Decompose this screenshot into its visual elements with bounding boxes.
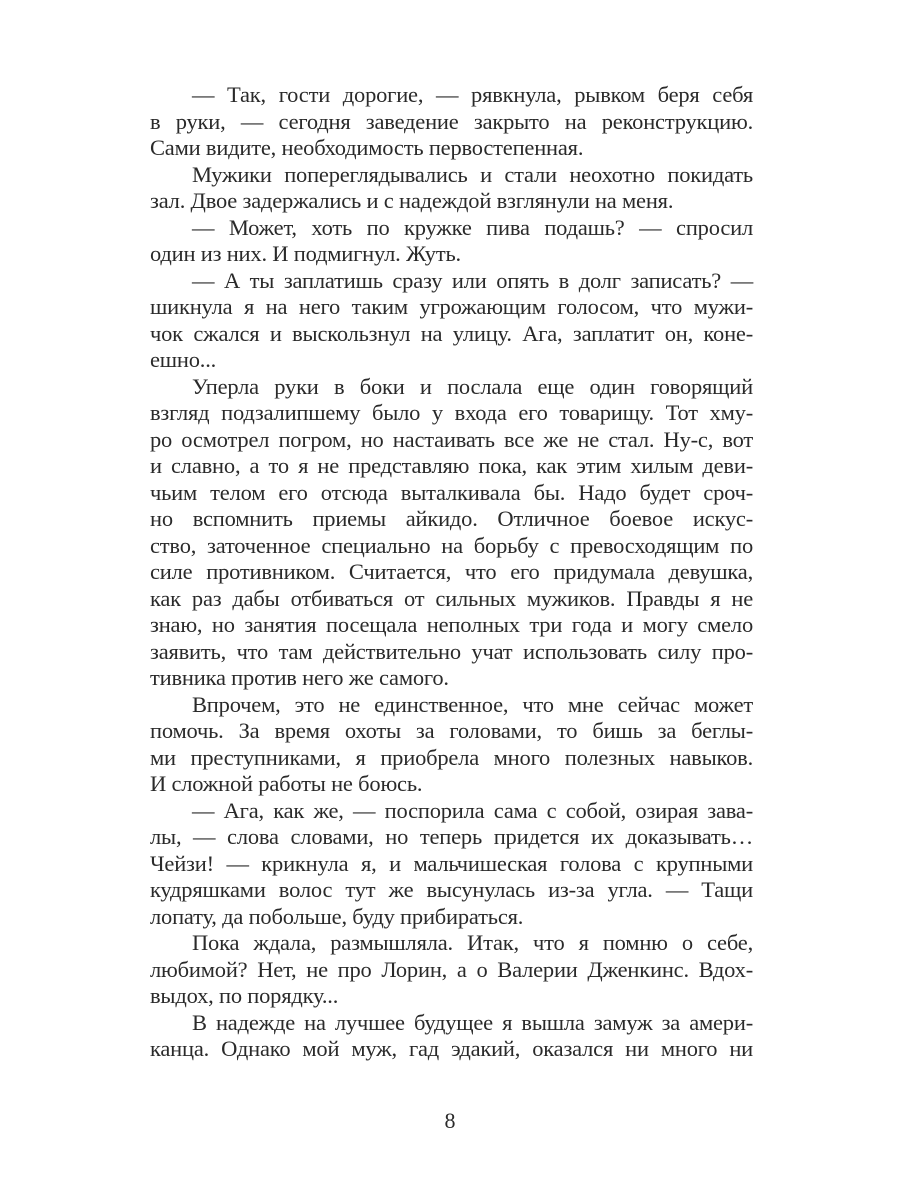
- page-body-text: [150, 82, 753, 1063]
- text-line: чьим телом его отсюда выталкивала бы. Надо будет сроч-: [150, 479, 753, 505]
- text-line: и славно, а то я не представляю пока, как этим хилым деви-: [150, 453, 753, 478]
- text-line: знаю, но занятия посещала неполных три года и могу смело: [150, 612, 753, 637]
- text-line: ство, заточенное специально на борьбу с превосходящим по: [150, 532, 753, 558]
- text-line: силе противником. Считается, что его придумала девушка,: [150, 559, 753, 584]
- text-line: ешно...: [150, 347, 217, 372]
- text-line: лы, — слова словами, но теперь придется их доказывать…: [150, 824, 753, 849]
- text-line: В надежде на лучшее будущее я вышла замуж за амери-: [192, 1009, 753, 1035]
- text-line: Пока ждала, размышляла. Итак, что я помню о себе,: [192, 930, 753, 955]
- text-line: как раз дабы отбиваться от сильных мужиков. Правды я не: [150, 585, 753, 611]
- text-line: ро осмотрел погром, но настаивать все же не стал. Ну-с, вот: [150, 426, 753, 452]
- text-line: в руки, — сегодня заведение закрыто на реконструкцию.: [150, 108, 753, 134]
- text-line: тивника против него же самого.: [150, 665, 449, 690]
- text-line: кудряшками волос тут же высунулась из-за угла. — Тащи: [150, 877, 753, 902]
- text-line: Впрочем, это не единственное, что мне сейчас может: [192, 691, 753, 717]
- text-line: — Так, гости дорогие, — рявкнула, рывком беря себя: [192, 82, 753, 107]
- text-line: Мужики попереглядывались и стали неохотно покидать: [192, 161, 753, 187]
- text-line: любимой? Нет, не про Лорин, а о Валерии Дженкинс. Вдох-: [150, 956, 753, 982]
- text-line: шикнула я на него таким угрожающим голосом, что мужи-: [150, 294, 753, 319]
- text-line: ми преступниками, я приобрела много полезных навыков.: [150, 744, 753, 770]
- text-line: чок сжался и выскользнул на улицу. Ага, заплатит он, коне-: [150, 320, 753, 346]
- text-line: заявить, что там действительно учат использовать силу про-: [150, 638, 753, 664]
- text-line: Уперла руки в боки и послала еще один говорящий: [192, 373, 753, 399]
- text-line: И сложной работы не боюсь.: [150, 771, 423, 796]
- text-line: взгляд подзалипшему было у входа его товарищу. Тот хму-: [150, 400, 753, 425]
- text-line: выдох, по порядку...: [150, 983, 339, 1008]
- text-line: — Ага, как же, — поспорила сама с собой, озирая зава-: [192, 797, 753, 823]
- text-line: Сами видите, необходимость первостепенная.: [150, 135, 584, 160]
- text-line: канца. Однако мой муж, гад эдакий, оказался ни много ни: [150, 1036, 753, 1061]
- text-line: один из них. И подмигнул. Жуть.: [150, 241, 461, 266]
- text-line: Чейзи! — крикнула я, и мальчишеская голова с крупными: [150, 850, 753, 876]
- text-line: лопату, да побольше, буду прибираться.: [150, 903, 524, 929]
- text-line: — А ты заплатишь сразу или опять в долг записать? —: [192, 267, 753, 293]
- page-number: 8: [444, 1108, 456, 1133]
- text-line: зал. Двое задержались и с надеждой взглянули на меня.: [150, 188, 674, 213]
- text-line: помочь. За время охоты за головами, то бишь за беглы-: [150, 718, 753, 743]
- text-line: — Может, хоть по кружке пива подашь? — спросил: [192, 214, 753, 240]
- text-line: но вспомнить приемы айкидо. Отличное боевое искус-: [150, 506, 753, 531]
